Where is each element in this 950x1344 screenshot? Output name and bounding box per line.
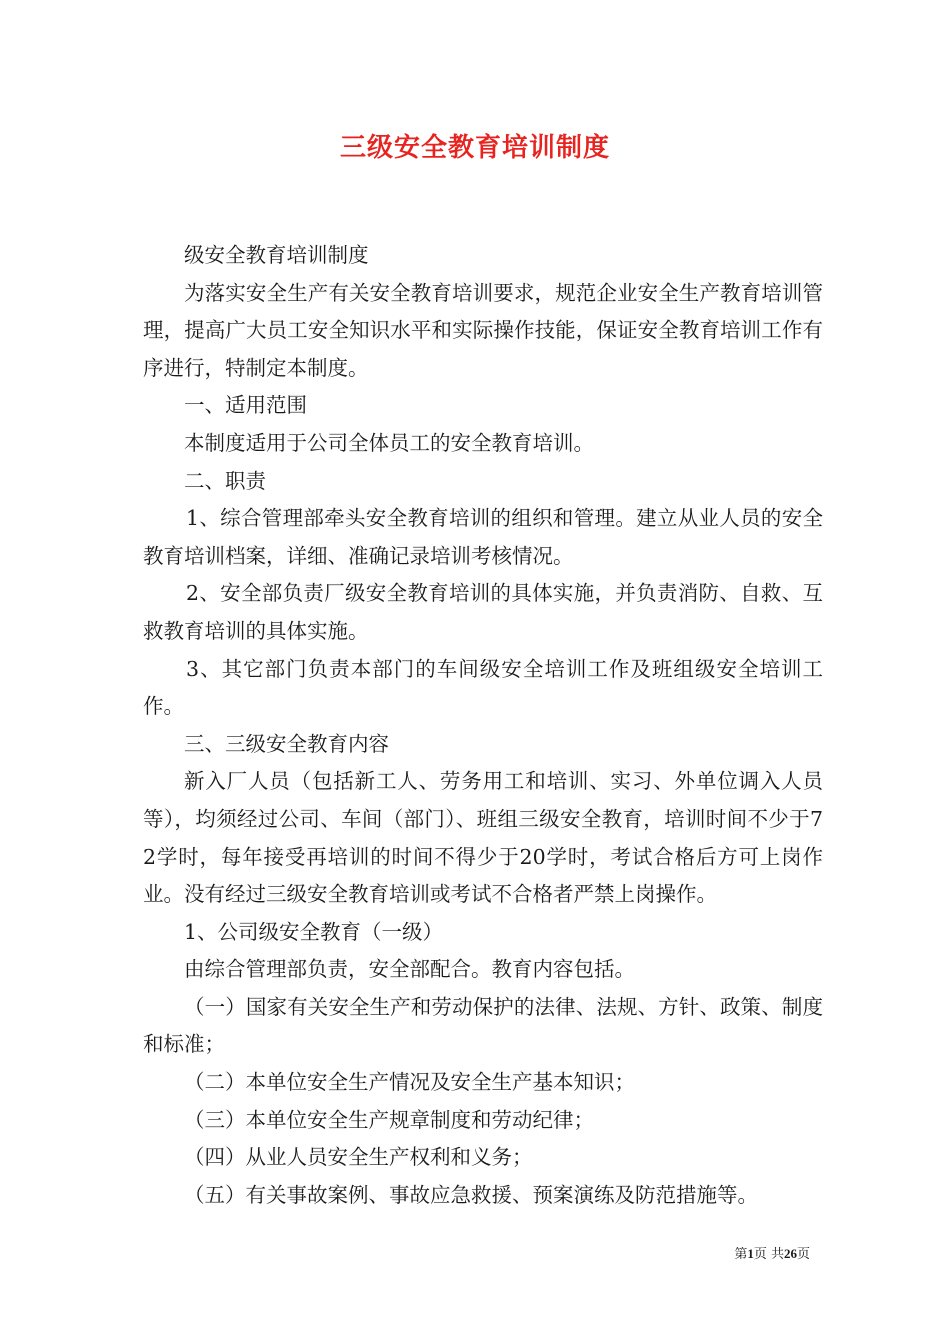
list-item-2: （二）本单位安全生产情况及安全生产基本知识； (184, 1070, 635, 1095)
paragraph-duty-1: 1、综合管理部牵头安全教育培训的组织和管理。建立从业人员的安全教育培训档案，详细、准确记录培训考核情况。 (143, 506, 823, 568)
paragraph-company-level: 由综合管理部负责，安全部配合。教育内容包括。 (184, 957, 635, 982)
section-heading-content: 三、三级安全教育内容 (184, 731, 389, 756)
section-heading-duties: 二、职责 (184, 468, 266, 493)
list-item-4: （四）从业人员安全生产权利和义务； (184, 1145, 533, 1170)
list-item-1: （一）国家有关安全生产和劳动保护的法律、法规、方针、政策、制度和标准； (143, 994, 823, 1057)
paragraph-new-staff: 新入厂人员（包括新工人、劳务用工和培训、实习、外单位调入人员等），均须经过公司、车间（部门）、班组三级安全教育，培训时间不少于72学时，每年接受再培训的时间不得少于20学时，考试合格后方可上岗作业。没有经过三级安全教育培训或考试不合格者严禁上岗操作。 (143, 769, 823, 907)
paragraph-duty-3: 3、其它部门负责本部门的车间级安全培训工作及班组级安全培训工作。 (143, 656, 823, 719)
section-heading-scope: 一、适用范围 (184, 393, 307, 418)
footer-prefix: 第 (734, 1247, 748, 1262)
footer-total-pages: 26 (783, 1246, 797, 1261)
page-footer (680, 1243, 810, 1262)
paragraph-duty-2: 2、安全部负责厂级安全教育培训的具体实施，并负责消防、自救、互救教育培训的具体实施。 (143, 581, 823, 643)
document-body (143, 237, 823, 1214)
document-title: 三级安全教育培训制度 (339, 133, 610, 163)
subsection-heading-company-level: 1、公司级安全教育（一级） (184, 919, 444, 944)
footer-middle: 页 共 (753, 1247, 784, 1262)
paragraph-heading: 级安全教育培训制度 (184, 243, 369, 267)
footer-suffix: 页 (796, 1247, 810, 1262)
list-item-5: （五）有关事故案例、事故应急救援、预案演练及防范措施等。 (184, 1182, 758, 1207)
footer-page-number: 1 (747, 1246, 754, 1261)
paragraph-intro: 为落实安全生产有关安全教育培训要求，规范企业安全生产教育培训管理，提高广大员工安全知识水平和实际操作技能，保证安全教育培训工作有序进行，特制定本制度。 (143, 280, 823, 380)
paragraph-scope: 本制度适用于公司全体员工的安全教育培训。 (184, 430, 594, 455)
list-item-3: （三）本单位安全生产规章制度和劳动纪律； (184, 1107, 594, 1132)
